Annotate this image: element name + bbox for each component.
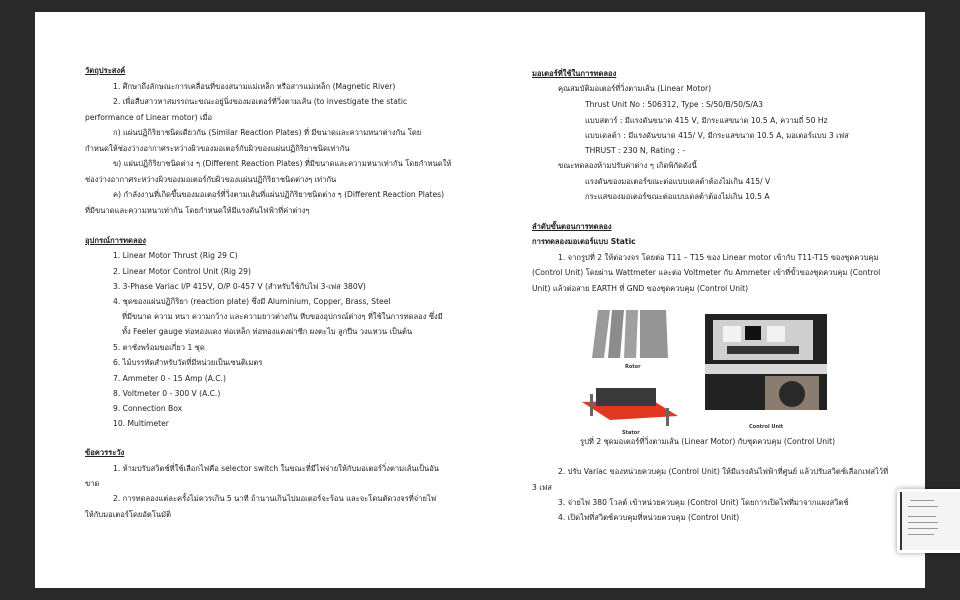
procedure-line: 3. จ่ายไฟ 380 โวลต์ เข้าหน่วยควบคุม (Control Unit) โดยการเปิดไฟที่มาจากแผงสวิตช์ [558, 498, 849, 507]
motor-heading: มอเตอร์ที่ใช้ในการทดลอง [532, 69, 617, 78]
motor-line: กระแสของมอเตอร์ขณะต่อแบบเดลต้าต้องไม่เกิน 10.5 A [585, 192, 770, 201]
equipment-item: 2. Linear Motor Control Unit (Rig 29) [113, 267, 251, 276]
equipment-item: 1. Linear Motor Thrust (Rig 29 C) [113, 251, 238, 260]
procedure-line: 2. ปรับ Variac ของหน่วยควบคุม (Control Unit) ให้มีแรงดันไฟฟ้าที่ศูนย์ แล้วปรับสวิตช์เลือกเฟสไว้ที่ [558, 467, 889, 476]
objective-line: ช่องว่างอากาศระหว่างผิวของมอเตอร์กับผิวของแผ่นปฏิกิริยาชนิดต่างๆ เท่ากัน [85, 175, 337, 184]
equipment-item: ที่มีขนาด ความ หนา ความกว้าง และความยาวต่างกัน หีบของอุปกรณ์ต่างๆ ที่ใช้ในการทดลอง ซึ่งมี [122, 312, 443, 321]
rotor-label: Rotor [625, 364, 641, 370]
equipment-item: 5. ตาชั่งพร้อมขอเกี่ยว 1 ชุด [113, 343, 205, 352]
motor-line: คุณสมบัติมอเตอร์ที่วิ่งตามเส้น (Linear Motor) [558, 84, 712, 93]
equipment-item: 7. Ammeter 0 - 15 Amp (A.C.) [113, 374, 226, 383]
motor-line: ขณะทดลองห้ามปรับค่าต่าง ๆ เกิดพิกัดดังนี้ [558, 161, 697, 170]
control-unit-image [705, 314, 827, 410]
control-unit-label: Control Unit [749, 424, 784, 430]
objective-line: 1. ศึกษาถึงลักษณะการเคลื่อนที่ของสนามแม่เหล็ก หรือสารแม่เหล็ก (Magnetic River) [113, 82, 396, 91]
equipment-item: 10. Multimeter [113, 419, 169, 428]
equipment-item: 4. ชุดของแผ่นปฏิกิริยา (reaction plate) ซึ่งมี Aluminium, Copper, Brass, Steel [113, 297, 391, 306]
objectives-heading: วัตถุประสงค์ [85, 66, 126, 75]
cautions-heading: ข้อควรระวัง [85, 448, 125, 457]
motor-line: แรงดันของมอเตอร์ขณะต่อแบบเดลต้าต้องไม่เกิน 415/ V [585, 177, 771, 186]
document-page [35, 12, 925, 588]
procedure-line: 1. จากรูปที่ 2 ให้ต่อวงจร โดยต่อ T11 – T15 ของ Linear motor เข้ากับ T11-T15 ของชุดควบคุม [558, 253, 879, 262]
equipment-item: 8. Voltmeter 0 - 300 V (A.C.) [113, 389, 221, 398]
procedure-subheading: การทดลองมอเตอร์แบบ Static [532, 237, 636, 246]
motor-line: Thrust Unit No : 506312, Type : S/50/B/50/S/A3 [585, 100, 763, 109]
procedure-heading: ลำดับขั้นตอนการทดลอง [532, 222, 612, 231]
rotor-plates-image [590, 308, 690, 360]
objective-line: ก) แผ่นปฏิกิริยาชนิดเดียวกัน (Similar Reaction Plates) ที่ มีขนาดและความหนาต่างกัน โดย [113, 128, 422, 137]
equipment-item: 3. 3-Phase Variac I/P 415V, O/P 0-457 V (สำหรับใช้กับไฟ 3-เฟส 380V) [113, 282, 366, 291]
stator-image [582, 380, 682, 430]
caution-line: ให้กับมอเตอร์โดยอัตโนมัติ [85, 510, 172, 519]
procedure-line: 4. เปิดไฟที่สวิตช์ควบคุมที่หน่วยควบคุม (Control Unit) [558, 513, 740, 522]
objective-line: ข) แผ่นปฏิกิริยาชนิดต่าง ๆ (Different Reaction Plates) ที่มีขนาดและความหนาเท่ากัน โดยกำหนดให้ [113, 159, 452, 168]
equipment-item: 6. ไม้บรรทัดสำหรับวัดที่มีหน่วยเป็นเซนติเมตร [113, 358, 263, 367]
procedure-line: 3 เฟส [532, 483, 552, 492]
equipment-item: ทั้ง Feeler gauge ท่อทองแดง ท่อเหล็ก ท่อทองแดงผ่าซีก ผงตะไบ ลูกปืน วงแหวน เป็นต้น [122, 327, 413, 336]
equipment-item: 9. Connection Box [113, 404, 183, 413]
page-thumbnail[interactable] [897, 489, 960, 553]
objective-line: ค) กำลังงานที่เกิดขึ้นของมอเตอร์ที่วิ่งตามเส้นที่แผ่นปฏิกิริยาชนิดต่าง ๆ (Different Reaction Plates) [113, 190, 445, 199]
objective-line: 2. เพื่อสืบสาวหาสมรรถนะขณะอยู่นิ่งของมอเตอร์ที่วิ่งตามเส้น (to investigate the static [113, 97, 408, 106]
objective-line: performance of Linear motor) เมื่อ [85, 113, 213, 122]
objective-line: กำหนดให้ช่องว่างอากาศระหว่างผิวของมอเตอร์กับผิวของแผ่นปฏิกิริยาชนิดเท่ากัน [85, 144, 350, 153]
caution-line: ขาด [85, 479, 100, 488]
figure-caption: รูปที่ 2 ชุดมอเตอร์ที่วิ่งตามเส้น (Linear Motor) กับชุดควบคุม (Control Unit) [580, 437, 836, 446]
equipment-heading: อุปกรณ์การทดลอง [85, 236, 146, 245]
procedure-line: (Control Unit) โดยผ่าน Wattmeter และต่อ Voltmeter กับ Ammeter เข้าที่ขั้วของชุดควบคุม (Control [532, 268, 881, 277]
motor-line: แบบสตาร์ : มีแรงดันขนาด 415 V, มีกระแสขนาด 10.5 A, ความถี่ 50 Hz [585, 116, 828, 125]
objective-line: ที่มีขนาดและความหนาเท่ากัน โดยกำหนดให้มีแรงดันไฟฟ้าที่ค่าต่างๆ [85, 206, 310, 215]
motor-line: แบบเดลต้า : มีแรงดันขนาด 415/ V, มีกระแสขนาด 10.5 A, มอเตอร์แบบ 3 เฟส [585, 131, 849, 140]
motor-line: THRUST : 230 N, Rating : - [585, 146, 686, 155]
procedure-line: Unit) แล้วต่อสาย EARTH ที่ GND ของชุดควบคุม (Control Unit) [532, 284, 749, 293]
caution-line: 2. การทดลองแต่ละครั้งไม่ควรเกิน 5 นาที ถ้านานเกินไปมอเตอร์จะร้อน และจะโดนตัดวงจรที่จ่ายไฟ [113, 494, 437, 503]
caution-line: 1. ห้ามปรับสวิตช์ที่ใช้เลือกไฟคือ selector switch ในขณะที่มีไฟจ่ายให้กับมอเตอร์วิ่งตามเส้นเป็นอัน [113, 464, 439, 473]
stator-label: Stator [622, 430, 640, 436]
